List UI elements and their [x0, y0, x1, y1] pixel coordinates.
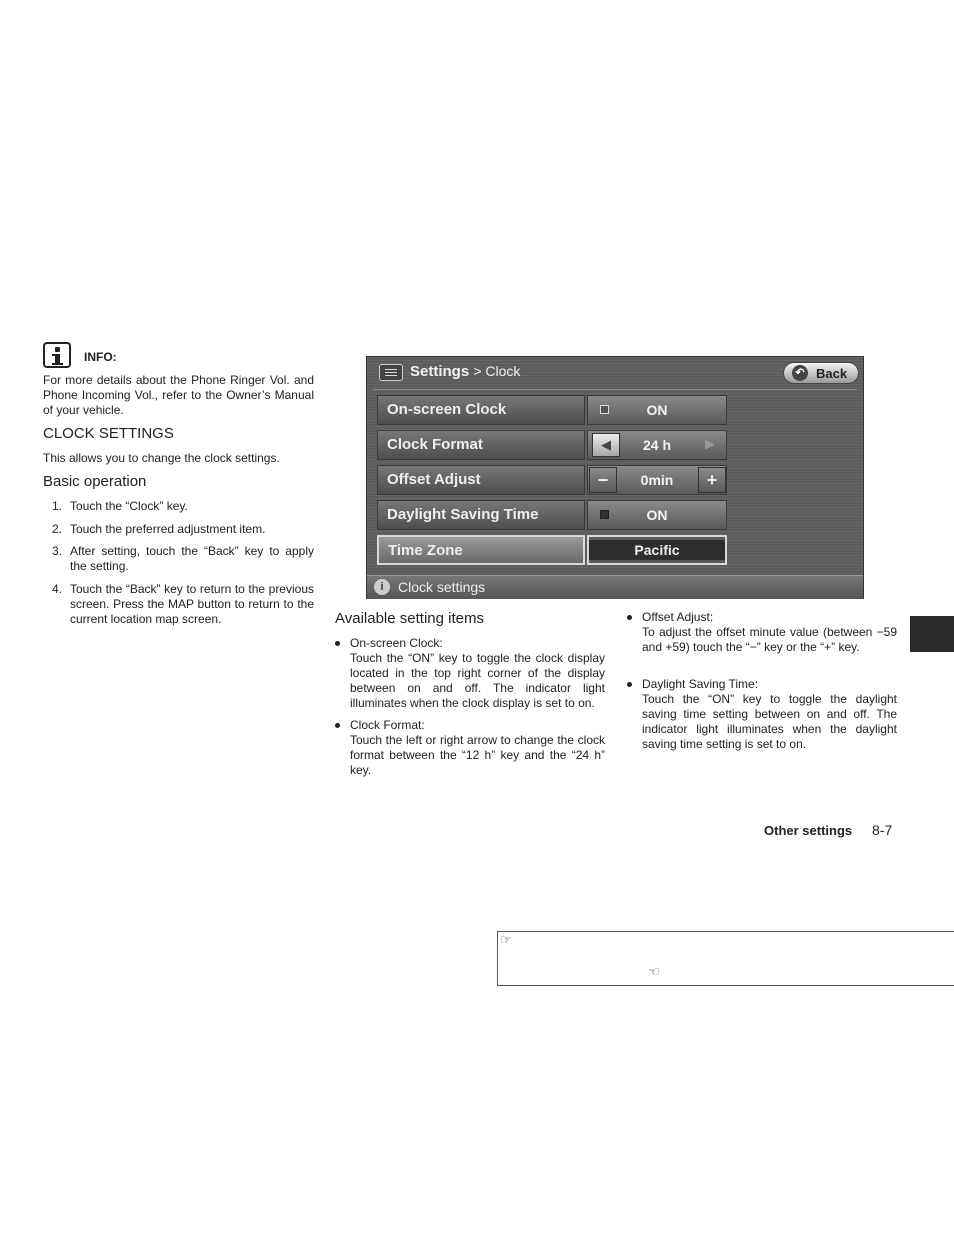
info-icon: i — [374, 579, 390, 595]
step-text: Touch the preferred adjustment item. — [70, 522, 266, 536]
bullet-icon — [627, 615, 632, 620]
setting-item-desc: Touch the “ON” key to toggle the daylight saving time setting between on and off. The indicator light illuminates when the daylight saving time setting is set to on. — [642, 692, 897, 751]
pointing-hand-icon: ☜ — [648, 964, 660, 979]
row-offset-adjust — [377, 465, 727, 495]
pointing-hand-icon: ☞ — [500, 932, 512, 947]
toggle-value: ON — [646, 507, 668, 523]
back-button-label: Back — [816, 366, 848, 381]
row-label: On-screen Clock — [377, 395, 585, 425]
back-button[interactable] — [783, 362, 859, 384]
screen-breadcrumb: > Clock — [473, 363, 521, 379]
setting-item-desc: Touch the “ON” key to toggle the clock display located in the top right corner of the display between on and off. The indicator light illuminates when the clock display is set to on. — [350, 651, 605, 710]
step-item — [43, 582, 314, 627]
setting-item-title: Offset Adjust: — [642, 610, 714, 624]
row-on-screen-clock — [377, 395, 727, 425]
row-label: Daylight Saving Time — [377, 500, 585, 530]
setting-item-title: On-screen Clock: — [350, 636, 443, 650]
step-number: 2. — [52, 522, 63, 536]
setting-item-title: Clock Format: — [350, 718, 425, 732]
row-label: Clock Format — [377, 430, 585, 460]
available-heading: Available setting items — [335, 610, 484, 627]
settings-menu-icon — [379, 364, 403, 381]
time-zone-value: Pacific — [589, 540, 725, 560]
screen-header — [371, 360, 859, 386]
setting-item-desc: Touch the left or right arrow to change the clock format between the “12 h” key and the “24 h” key. — [350, 733, 605, 777]
on-screen-clock-toggle[interactable] — [587, 395, 727, 425]
step-text: Touch the “Back” key to return to the previous screen. Press the MAP button to return to the current location map screen. — [70, 582, 314, 626]
screen-footer-text: Clock settings — [398, 579, 486, 595]
info-label: INFO: — [84, 350, 117, 364]
setting-item — [627, 677, 897, 752]
bullet-icon — [335, 723, 340, 728]
time-zone-selector[interactable] — [587, 535, 727, 565]
setting-item — [627, 610, 897, 655]
offset-value: 0min — [640, 472, 674, 488]
daylight-saving-toggle[interactable] — [587, 500, 727, 530]
setting-item-title: Daylight Saving Time: — [642, 677, 759, 691]
basic-operation-heading: Basic operation — [43, 473, 147, 490]
row-label: Offset Adjust — [377, 465, 585, 495]
plus-button[interactable]: + — [698, 467, 726, 493]
step-item — [43, 499, 314, 514]
chapter-thumb-tab — [910, 616, 954, 652]
step-number: 1. — [52, 499, 63, 513]
left-arrow-icon[interactable]: ◀ — [592, 433, 620, 457]
step-item — [43, 522, 314, 537]
bullet-icon — [335, 641, 340, 646]
offset-adjust-control — [587, 465, 727, 495]
setting-item — [335, 718, 605, 778]
right-arrow-icon[interactable]: ▶ — [705, 436, 715, 451]
minus-button[interactable]: − — [589, 467, 617, 493]
reference-box — [497, 931, 954, 986]
screen-title-text: Settings — [410, 363, 470, 380]
row-label: Time Zone — [377, 535, 585, 565]
bullet-icon — [627, 682, 632, 687]
step-number: 3. — [52, 544, 63, 558]
clock-settings-screen — [366, 356, 864, 599]
row-time-zone — [377, 535, 727, 565]
screen-divider — [373, 389, 857, 390]
row-clock-format — [377, 430, 727, 460]
screen-title — [410, 363, 520, 380]
toggle-value: ON — [646, 402, 668, 418]
row-daylight-saving-time — [377, 500, 727, 530]
page-number: 8-7 — [872, 822, 893, 838]
info-text: For more details about the Phone Ringer Vol. and Phone Incoming Vol., refer to the Owner’s Manual of your vehicle. — [43, 373, 314, 417]
back-arrow-icon: ↶ — [792, 365, 808, 381]
step-text: Touch the “Clock” key. — [70, 499, 188, 513]
clock-format-control — [587, 430, 727, 460]
clock-format-value: 24 h — [642, 437, 671, 453]
step-number: 4. — [52, 582, 63, 596]
step-text: After setting, touch the “Back” key to apply the setting. — [70, 544, 314, 573]
setting-item — [335, 636, 605, 711]
step-item — [43, 544, 314, 574]
setting-item-desc: To adjust the offset minute value (between −59 and +59) touch the “−” key or the “+” key. — [642, 625, 897, 654]
info-icon — [43, 342, 71, 368]
footer-section-title: Other settings — [764, 823, 853, 838]
screen-footer — [367, 575, 863, 599]
section-intro: This allows you to change the clock settings. — [43, 451, 280, 465]
section-heading: CLOCK SETTINGS — [43, 425, 174, 442]
